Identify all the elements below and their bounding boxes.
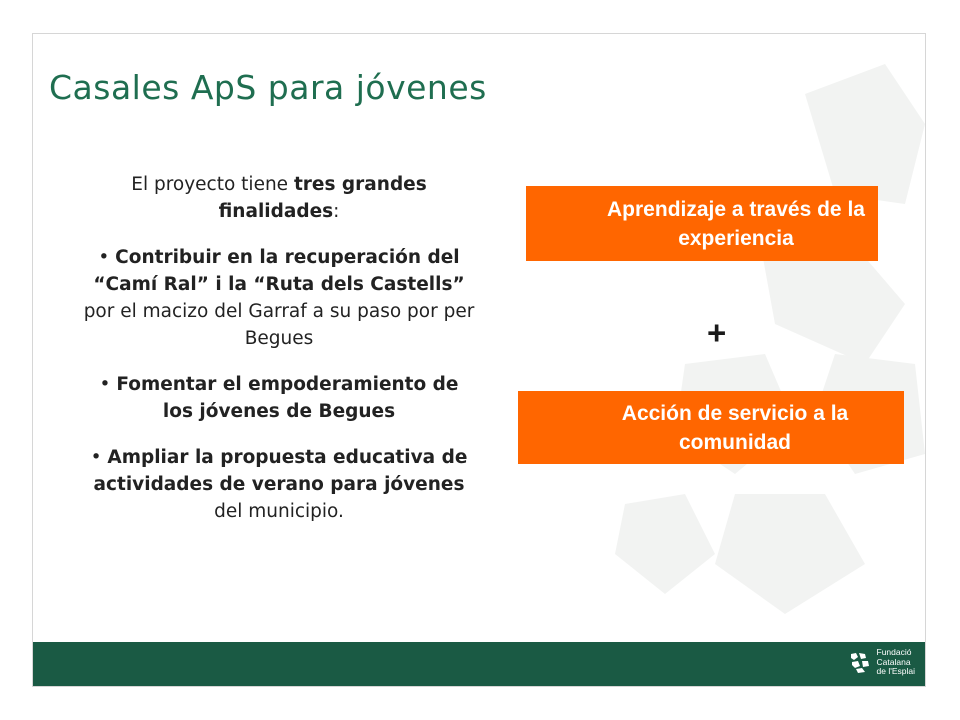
goal-item <box>83 244 475 352</box>
logo-text <box>877 648 915 677</box>
bullet-icon: • <box>90 447 108 468</box>
plus-sign: + <box>707 314 727 351</box>
brand-logo <box>848 648 915 677</box>
slide <box>32 33 926 687</box>
logo-mark-icon <box>848 650 872 674</box>
goal-text: del municipio. <box>214 501 344 522</box>
goal-text: por el macizo del Garraf a su paso por per Begues <box>83 301 475 349</box>
goal-bold: Fomentar el empoderamiento de los jóvenes de Begues <box>116 374 459 422</box>
intro-lead: El proyecto tiene <box>131 174 294 195</box>
slide-title: Casales ApS para jóvenes <box>49 68 487 107</box>
intro-text <box>83 171 475 544</box>
logo-line: de l'Esplai <box>876 666 915 676</box>
goal-bold: Ampliar la propuesta educativa de actividades de verano para jóvenes <box>93 447 468 495</box>
intro-lead-tail: : <box>333 201 340 222</box>
goal-item <box>83 444 475 525</box>
intro-lead-bold: tres grandes finalidades <box>218 174 427 222</box>
intro-paragraph <box>83 171 475 225</box>
logo-line: Catalana <box>876 656 911 667</box>
bullet-icon: • <box>99 374 117 395</box>
bullet-icon: • <box>98 247 116 268</box>
service-box-label: Acción de servicio a la comunidad <box>621 401 849 454</box>
goal-item <box>83 371 475 425</box>
goal-bold: Contribuir en la recuperación del “Camí Ral” i la “Ruta dels Castells” <box>93 247 465 295</box>
service-box <box>518 391 904 464</box>
learning-box <box>526 186 878 261</box>
footer-bar <box>33 642 925 686</box>
logo-line: Fundació <box>876 647 912 657</box>
learning-box-label: Aprendizaje a través de la experiencia <box>607 197 865 250</box>
